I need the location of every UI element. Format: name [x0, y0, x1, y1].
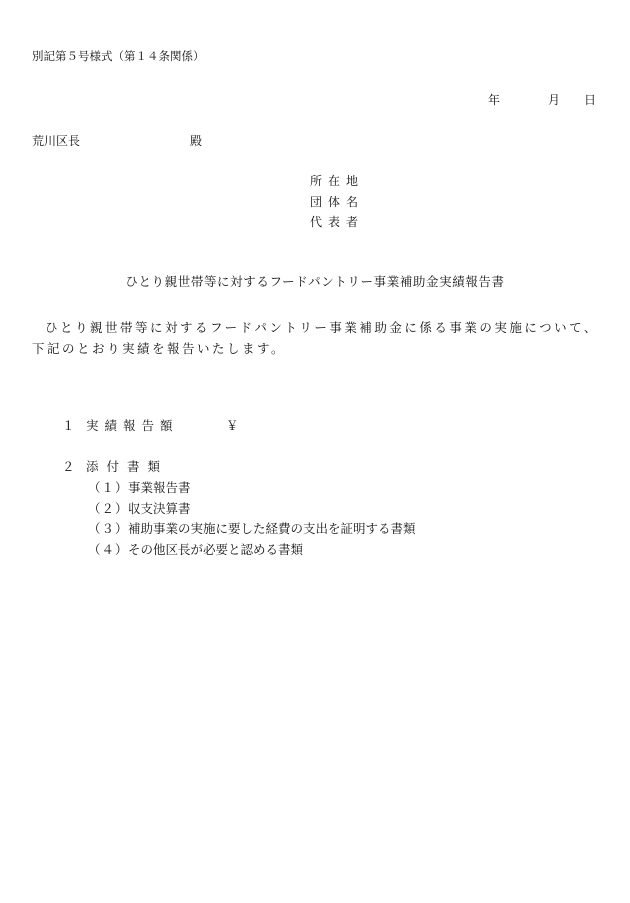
attachment-index: （４） — [88, 541, 129, 557]
document-title: ひとり親世帯等に対するフードパントリー事業補助金実績報告書 — [125, 274, 505, 289]
item-2-label: 添付書類 — [86, 459, 169, 474]
body-paragraph: ひとり親世帯等に対するフードパントリー事業補助金に係る事業の実施について、下記のとおり実績を報告いたします。 — [32, 320, 599, 356]
attachment-text: その他区長が必要と認める書類 — [128, 541, 304, 557]
list-item — [88, 541, 416, 565]
date-month-label: 月 — [547, 93, 560, 107]
attachment-text: 補助事業の実施に要した経費の支出を証明する書類 — [128, 521, 416, 536]
list-item — [88, 523, 416, 544]
addressee-line — [32, 135, 202, 147]
date-year-label: 年 — [487, 93, 500, 107]
attachment-index: （２） — [88, 500, 129, 516]
applicant-organization-label: 団体名 — [310, 194, 365, 209]
addressee-name: 荒川区長 — [32, 134, 81, 148]
addressee-honorific: 殿 — [190, 134, 203, 148]
applicant-representative-label: 代表者 — [310, 215, 365, 229]
applicant-address-label: 所在地 — [310, 174, 365, 188]
item-attachments — [62, 461, 168, 474]
item-2-number: ２ — [62, 459, 75, 474]
attachment-text: 事業報告書 — [128, 480, 191, 495]
date-line — [488, 94, 596, 106]
item-1-label: 実績報告額 — [86, 418, 179, 433]
list-item — [88, 500, 416, 524]
attachment-list — [88, 482, 416, 564]
attachment-index: （１） — [88, 480, 129, 495]
attachment-text: 収支決算書 — [128, 500, 191, 516]
item-1-number: １ — [62, 418, 75, 433]
form-number: 別記第５号様式（第１４条関係） — [32, 49, 205, 63]
date-day-label: 日 — [583, 93, 596, 107]
applicant-block — [310, 175, 364, 237]
attachment-index: （３） — [88, 521, 129, 536]
item-report-amount — [62, 420, 239, 433]
currency-symbol: ￥ — [226, 418, 239, 433]
list-item — [88, 482, 416, 503]
